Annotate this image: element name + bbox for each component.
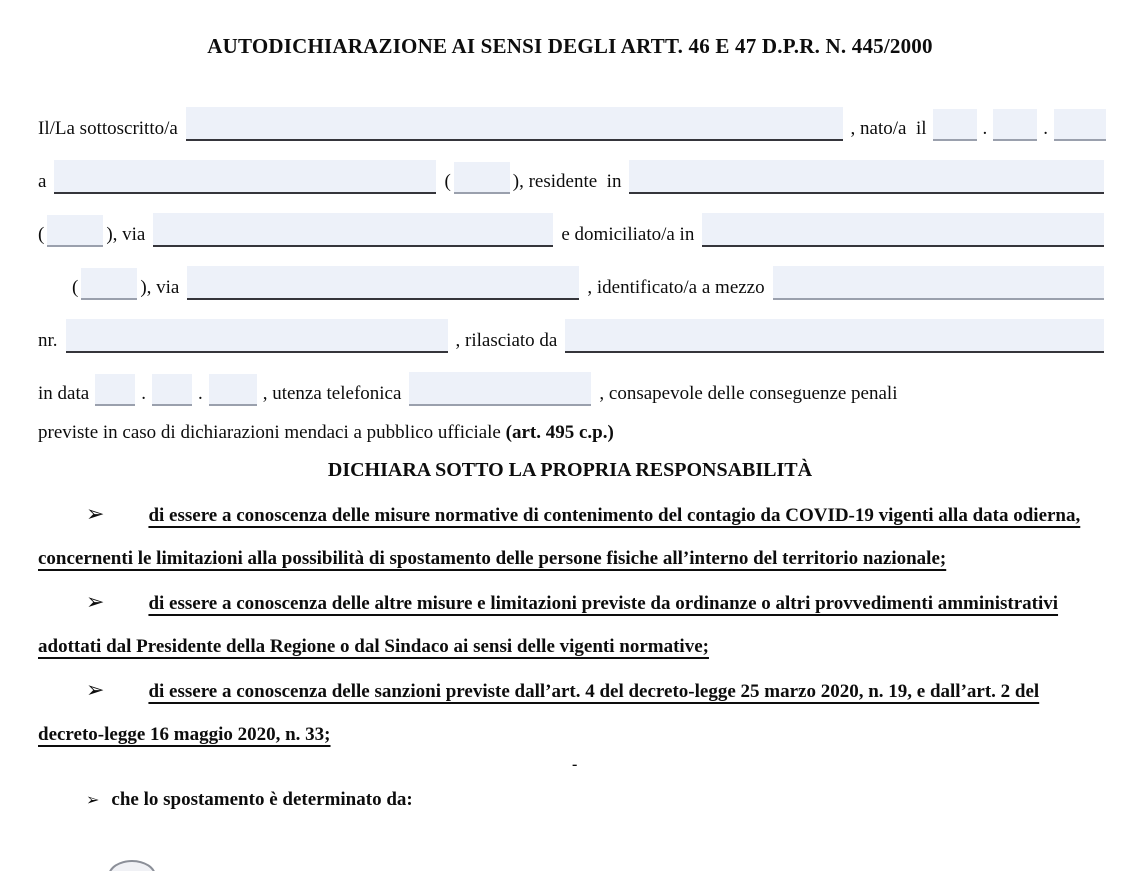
form-line-2 xyxy=(38,141,1112,194)
stray-dash-mark: - xyxy=(572,756,578,773)
date-separator: . xyxy=(141,383,146,404)
bullet-item-4 xyxy=(38,778,1104,822)
date-separator: . xyxy=(197,383,203,404)
paren-open: ( xyxy=(444,171,451,192)
form-line-4 xyxy=(72,247,1112,300)
field-tipo-documento[interactable] xyxy=(773,266,1104,300)
field-rilasciato-da[interactable] xyxy=(565,319,1104,353)
arrowhead-bullet-icon: ➢ xyxy=(86,792,100,809)
field-comune-nascita[interactable] xyxy=(54,160,436,194)
field-comune-residenza[interactable] xyxy=(629,160,1104,194)
bullet-item-3-text: di essere a conoscenza delle sanzioni previste dall’art. 4 del decreto-legge 25 marzo 2020, n. 19, e dall’art. 2 del decreto-legge 16 maggio 2020, n. 33; xyxy=(38,681,1040,745)
declaration-list xyxy=(38,492,1104,822)
field-mese-nascita[interactable] xyxy=(993,109,1037,141)
field-via-residenza[interactable] xyxy=(153,213,553,247)
field-giorno-nascita[interactable] xyxy=(933,109,977,141)
bullet-item-2 xyxy=(38,580,1104,668)
field-mese-rilascio[interactable] xyxy=(152,374,192,406)
label-via-domicilio: ), via xyxy=(140,277,180,298)
label-nato-il: , nato/a il xyxy=(850,118,927,139)
paren-open: ( xyxy=(38,224,45,245)
bullet-item-1 xyxy=(38,492,1104,580)
field-giorno-rilascio[interactable] xyxy=(95,374,135,406)
label-sottoscritto: Il/La sottoscritto/a xyxy=(38,118,178,139)
field-anno-nascita[interactable] xyxy=(1054,109,1106,141)
field-provincia-domicilio[interactable] xyxy=(81,268,137,300)
arrowhead-bullet-icon: ➢ xyxy=(86,501,105,526)
bullet-item-3 xyxy=(38,668,1104,756)
field-comune-domicilio[interactable] xyxy=(702,213,1104,247)
label-a: a xyxy=(38,171,47,192)
field-anno-rilascio[interactable] xyxy=(209,374,257,406)
label-identificato-a-mezzo: , identificato/a a mezzo xyxy=(587,277,765,298)
label-domiciliato-in: e domiciliato/a in xyxy=(561,224,695,245)
arrowhead-bullet-icon: ➢ xyxy=(86,677,105,702)
bullet-item-1-text: di essere a conoscenza delle misure normative di contenimento del contagio da COVID-19 vigenti alla data odierna, concernenti le limitazioni alla possibilità di spostamento delle persone fisiche all’interno del territorio nazionale; xyxy=(38,505,1081,569)
label-via-residenza: ), via xyxy=(106,224,146,245)
field-provincia-nascita[interactable] xyxy=(454,162,510,194)
label-nr: nr. xyxy=(38,330,58,351)
label-in-data: in data xyxy=(38,383,90,404)
form-line-3 xyxy=(38,194,1112,247)
penal-consequences-text: previste in caso di dichiarazioni mendaci a pubblico ufficiale xyxy=(38,422,506,443)
radio-button-partial[interactable] xyxy=(108,860,156,871)
field-utenza-telefonica[interactable] xyxy=(409,372,591,406)
date-separator: . xyxy=(1043,118,1048,139)
declaration-heading: DICHIARA SOTTO LA PROPRIA RESPONSABILITÀ xyxy=(327,459,813,481)
label-rilasciato-da: , rilasciato da xyxy=(455,330,558,351)
field-numero-documento[interactable] xyxy=(66,319,448,353)
label-utenza-telefonica: , utenza telefonica xyxy=(262,383,402,404)
art-495-reference: (art. 495 c.p.) xyxy=(505,422,614,443)
arrowhead-bullet-icon: ➢ xyxy=(86,589,105,614)
bullet-item-2-text: di essere a conoscenza delle altre misure e limitazioni previste da ordinanze o altri provvedimenti amministrativi adottati dal Presidente della Regione o dal Sindaco ai sensi delle vigenti normative; xyxy=(38,593,1059,657)
date-separator: . xyxy=(982,118,988,139)
field-nome-cognome[interactable] xyxy=(186,107,843,141)
form-line-5 xyxy=(38,300,1112,353)
field-via-domicilio[interactable] xyxy=(187,266,579,300)
personal-data-section xyxy=(38,88,1112,406)
form-line-6 xyxy=(38,353,1112,406)
bullet-item-4-text: che lo spostamento è determinato da: xyxy=(111,789,413,810)
form-line-1 xyxy=(38,88,1112,141)
document-title: AUTODICHIARAZIONE AI SENSI DEGLI ARTT. 46 E 47 D.P.R. N. 445/2000 xyxy=(207,34,933,58)
field-provincia-residenza[interactable] xyxy=(47,215,103,247)
penal-consequences-line xyxy=(38,420,1112,446)
label-residente-in: ), residente in xyxy=(512,171,622,192)
label-consapevole: , consapevole delle conseguenze penali xyxy=(599,383,898,404)
paren-open: ( xyxy=(72,277,79,298)
